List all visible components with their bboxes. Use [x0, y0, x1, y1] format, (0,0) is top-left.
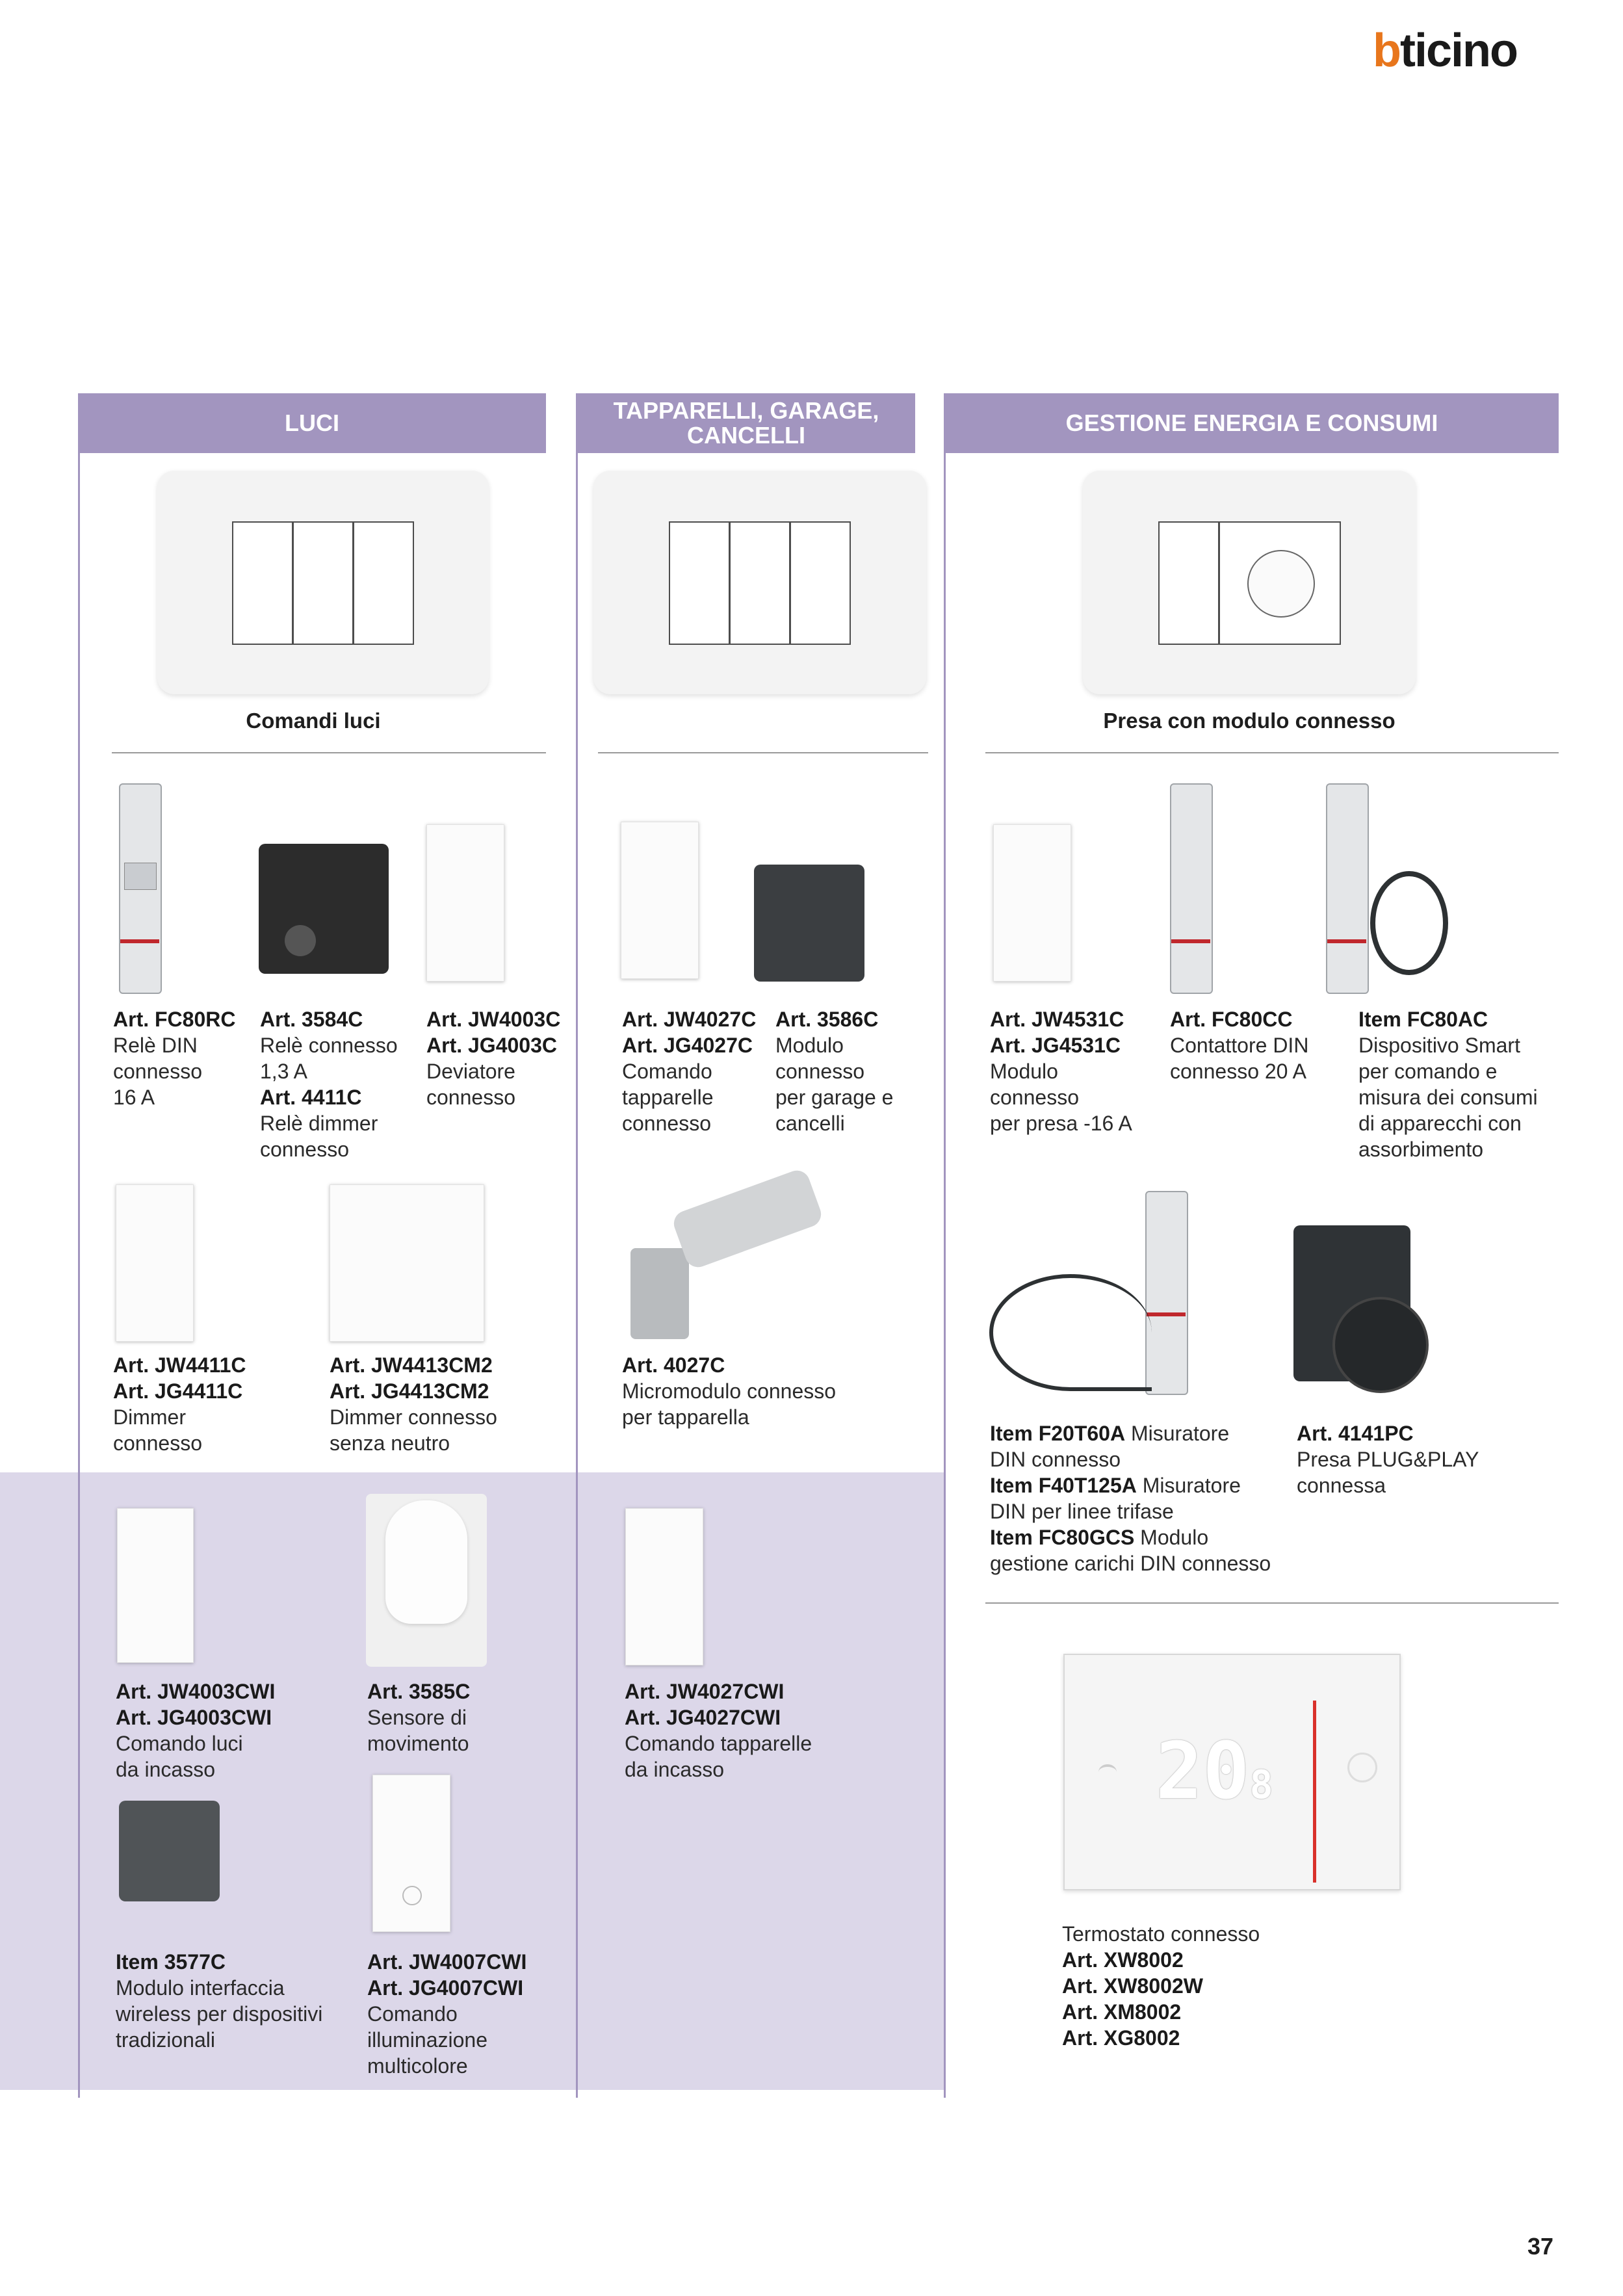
- product-desc: da incasso: [625, 1758, 724, 1781]
- thermostat-display: [1156, 1727, 1273, 1817]
- din-relay-image: [119, 783, 162, 994]
- section-title: GESTIONE ENERGIA E CONSUMI: [1065, 410, 1438, 436]
- product-desc: DIN per linee trifase: [990, 1500, 1174, 1523]
- product-desc: Comando luci: [116, 1732, 243, 1755]
- din-stripe: [1327, 939, 1366, 943]
- product-code: Art. XW8002: [1062, 1948, 1184, 1972]
- section-title: TAPPARELLI, GARAGE, CANCELLI: [613, 397, 879, 449]
- caption-presa: Presa con modulo connesso: [1103, 709, 1396, 733]
- product-4027c: [622, 1352, 902, 1430]
- product-fc80rc: [113, 1006, 250, 1110]
- product-code: Item FC80AC: [1358, 1008, 1488, 1031]
- plate-comandi-tapparelle: [593, 471, 926, 694]
- cable-coil: [1370, 871, 1448, 975]
- motion-sensor-image: [366, 1494, 487, 1667]
- product-code: Art. 3584C: [260, 1008, 363, 1031]
- switch-jw4003cwi-image: [117, 1508, 194, 1663]
- product-desc: assorbimento: [1358, 1138, 1484, 1161]
- product-desc: Modulo interfaccia: [116, 1976, 285, 2000]
- switch-module: [1158, 521, 1219, 645]
- product-jw4003cwi: [116, 1678, 337, 1782]
- product-4141pc: [1297, 1420, 1518, 1498]
- product-desc: da incasso: [116, 1758, 215, 1781]
- din-stripe: [1171, 939, 1210, 943]
- din-contactor-image: [1170, 783, 1213, 994]
- section-header-luci: [78, 393, 546, 453]
- module-3586c-image: [754, 865, 864, 982]
- product-desc: misura dei consumi: [1358, 1086, 1538, 1109]
- divider: [985, 752, 1559, 753]
- product-desc: Contattore DIN: [1170, 1034, 1309, 1057]
- product-code: Art. JG4003CWI: [116, 1706, 272, 1729]
- product-3584c: [260, 1006, 422, 1162]
- product-desc: Relè DIN: [113, 1034, 198, 1057]
- product-desc: Misuratore: [1130, 1422, 1230, 1445]
- temperature-value: 20: [1156, 1727, 1250, 1817]
- switch-module: [232, 521, 293, 645]
- product-code: Art. JW4411C: [113, 1353, 246, 1377]
- product-desc: DIN connesso: [990, 1448, 1121, 1471]
- product-desc: connessa: [1297, 1474, 1386, 1497]
- switch-module: [292, 521, 354, 645]
- divider: [985, 1602, 1559, 1604]
- product-desc: per presa -16 A: [990, 1112, 1132, 1135]
- micromodule-4027c-image: [624, 1170, 832, 1359]
- product-code: Item F20T60A: [990, 1422, 1126, 1445]
- product-code: Art. 4141PC: [1297, 1422, 1414, 1445]
- product-desc: connesso: [426, 1086, 515, 1109]
- product-3586c: [775, 1006, 918, 1136]
- product-desc: connesso: [260, 1138, 349, 1161]
- product-code: Art. JG4027C: [622, 1034, 753, 1057]
- shutter-module: [790, 521, 851, 645]
- product-desc: 16 A: [113, 1086, 155, 1109]
- product-code: Art. JG4411C: [113, 1379, 243, 1403]
- product-code: Art. XG8002: [1062, 2026, 1180, 2050]
- product-desc: illuminazione: [367, 2028, 487, 2052]
- product-desc: di apparecchi con: [1358, 1112, 1522, 1135]
- product-code: Art. 3586C: [775, 1008, 879, 1031]
- product-desc: Modulo: [1140, 1526, 1209, 1549]
- logo-b: b: [1373, 25, 1400, 77]
- product-desc: Sensore di: [367, 1706, 467, 1729]
- product-desc: Dimmer: [113, 1405, 186, 1429]
- product-desc: movimento: [367, 1732, 469, 1755]
- product-desc: per comando e: [1358, 1060, 1498, 1083]
- micromodule-arm: [670, 1167, 825, 1271]
- product-desc: Termostato connesso: [1062, 1922, 1260, 1946]
- product-code: Art. JW4027C: [622, 1008, 757, 1031]
- product-jw4027c: [622, 1006, 772, 1136]
- product-desc: wireless per dispositivi: [116, 2002, 323, 2026]
- column-line-right: [944, 393, 946, 2098]
- product-jw4027cwi: [625, 1678, 885, 1782]
- product-desc: connesso: [113, 1431, 202, 1455]
- temperature-decimal: 8: [1249, 1762, 1273, 1808]
- product-code: Art. JG4003C: [426, 1034, 557, 1057]
- plate-comandi-luci: [157, 471, 489, 694]
- page-number: 37: [1527, 2233, 1554, 2260]
- product-code: Art. JW4413CM2: [330, 1353, 493, 1377]
- product-code: Art. JG4413CM2: [330, 1379, 489, 1403]
- switch-jw4531c-image: [993, 824, 1071, 982]
- thermostat-image: [1063, 1654, 1401, 1890]
- socket-module: [1219, 521, 1341, 645]
- product-jw4413cm2: [330, 1352, 551, 1456]
- switch-module: [353, 521, 414, 645]
- product-desc: connesso: [622, 1112, 711, 1135]
- micromodule-body: [630, 1248, 689, 1339]
- section-header-tapparelli: [577, 393, 915, 453]
- product-desc: tapparelle: [622, 1086, 714, 1109]
- sensor-body: [385, 1500, 467, 1624]
- socket-icon: [1247, 550, 1315, 618]
- product-code: Art. XM8002: [1062, 2000, 1182, 2024]
- product-fc80ac: [1358, 1006, 1553, 1162]
- product-desc: connesso: [775, 1060, 864, 1083]
- product-desc: cancelli: [775, 1112, 845, 1135]
- product-desc: per tapparella: [622, 1405, 749, 1429]
- wifi-icon: [1098, 1764, 1117, 1780]
- shutter-module: [669, 521, 730, 645]
- product-code: Art. JW4531C: [990, 1008, 1124, 1031]
- product-f20t60a: [990, 1420, 1295, 1576]
- product-code: Art. 3585C: [367, 1680, 471, 1703]
- product-code: Art. 4411C: [260, 1086, 362, 1109]
- switch-jw4413cm2-image: [330, 1184, 484, 1342]
- product-code: Item 3577C: [116, 1950, 226, 1974]
- product-code: Art. FC80RC: [113, 1008, 236, 1031]
- product-desc: Deviatore: [426, 1060, 515, 1083]
- product-termostato: [1062, 1921, 1322, 2051]
- divider: [598, 752, 928, 753]
- product-code: Art. XW8002W: [1062, 1974, 1203, 1998]
- product-desc: Presa PLUG&PLAY: [1297, 1448, 1479, 1471]
- play-icon: [1347, 1753, 1377, 1782]
- din-stripe: [1147, 1312, 1186, 1316]
- interface-module-image: [119, 1801, 220, 1901]
- switch-module: [729, 521, 790, 645]
- din-label: [124, 863, 157, 890]
- product-code: Art. JG4027CWI: [625, 1706, 781, 1729]
- plug-socket-icon: [1332, 1297, 1429, 1393]
- plate-presa: [1083, 471, 1416, 694]
- power-icon: [402, 1886, 422, 1905]
- product-3585c: [367, 1678, 536, 1756]
- product-desc: connesso 20 A: [1170, 1060, 1306, 1083]
- switch-jw4027cwi-image: [625, 1508, 703, 1665]
- product-desc: Dispositivo Smart: [1358, 1034, 1520, 1057]
- plug-play-image: [1293, 1225, 1410, 1381]
- product-jw4007cwi: [367, 1949, 562, 2079]
- product-desc: Modulo: [990, 1060, 1058, 1083]
- relay-knob: [285, 925, 316, 956]
- column-line-middle: [576, 393, 578, 2098]
- relay-3584c-image: [259, 844, 389, 974]
- product-desc: 1,3 A: [260, 1060, 307, 1083]
- product-code: Art. JW4003C: [426, 1008, 561, 1031]
- switch-jw4003c-image: [426, 824, 504, 982]
- product-code: Art. JW4003CWI: [116, 1680, 276, 1703]
- product-desc: connesso: [113, 1060, 202, 1083]
- product-code: Art. JG4531C: [990, 1034, 1121, 1057]
- product-jw4003c: [426, 1006, 569, 1110]
- product-desc: Comando tapparelle: [625, 1732, 812, 1755]
- switch-jw4411c-image: [116, 1184, 194, 1342]
- product-code: Art. 4027C: [622, 1353, 725, 1377]
- product-jw4531c: [990, 1006, 1159, 1136]
- section-header-energia: [945, 393, 1559, 453]
- bticino-logo: [1373, 25, 1517, 77]
- switch-jw4027c-image: [621, 822, 699, 979]
- product-code: Art. JW4007CWI: [367, 1950, 527, 1974]
- product-desc: gestione carichi DIN connesso: [990, 1552, 1271, 1575]
- product-desc: Misuratore: [1142, 1474, 1241, 1497]
- product-desc: Relè dimmer: [260, 1112, 378, 1135]
- product-desc: senza neutro: [330, 1431, 450, 1455]
- product-desc: multicolore: [367, 2054, 468, 2078]
- divider: [112, 752, 546, 753]
- product-code: Art. FC80CC: [1170, 1008, 1293, 1031]
- product-desc: per garage e: [775, 1086, 894, 1109]
- product-desc: Modulo: [775, 1034, 844, 1057]
- product-fc80cc: [1170, 1006, 1339, 1084]
- product-jw4411c: [113, 1352, 308, 1456]
- product-desc: Comando: [367, 2002, 458, 2026]
- caption-comandi-luci: Comandi luci: [246, 709, 381, 733]
- product-desc: Comando: [622, 1060, 712, 1083]
- switch-jw4007cwi-image: [372, 1775, 450, 1932]
- product-line: [990, 1420, 1295, 1446]
- product-code: Item F40T125A: [990, 1474, 1137, 1497]
- din-stripe: [120, 939, 159, 943]
- product-desc: Relè connesso: [260, 1034, 398, 1057]
- product-desc: Micromodulo connesso: [622, 1379, 837, 1403]
- din-smart-device-image: [1326, 783, 1369, 994]
- product-code: Art. JG4007CWI: [367, 1976, 524, 2000]
- section-title: LUCI: [285, 410, 339, 436]
- column-line-left: [78, 393, 80, 2098]
- product-line: [990, 1472, 1295, 1498]
- product-desc: Dimmer connesso: [330, 1405, 497, 1429]
- meter-cable: [989, 1274, 1152, 1391]
- product-3577c: [116, 1949, 363, 2053]
- product-code: Item FC80GCS: [990, 1526, 1135, 1549]
- product-line: [990, 1524, 1295, 1550]
- thermostat-red-line: [1313, 1701, 1316, 1883]
- product-code: Art. JW4027CWI: [625, 1680, 785, 1703]
- product-desc: tradizionali: [116, 2028, 215, 2052]
- product-desc: connesso: [990, 1086, 1079, 1109]
- logo-text: ticino: [1399, 25, 1517, 77]
